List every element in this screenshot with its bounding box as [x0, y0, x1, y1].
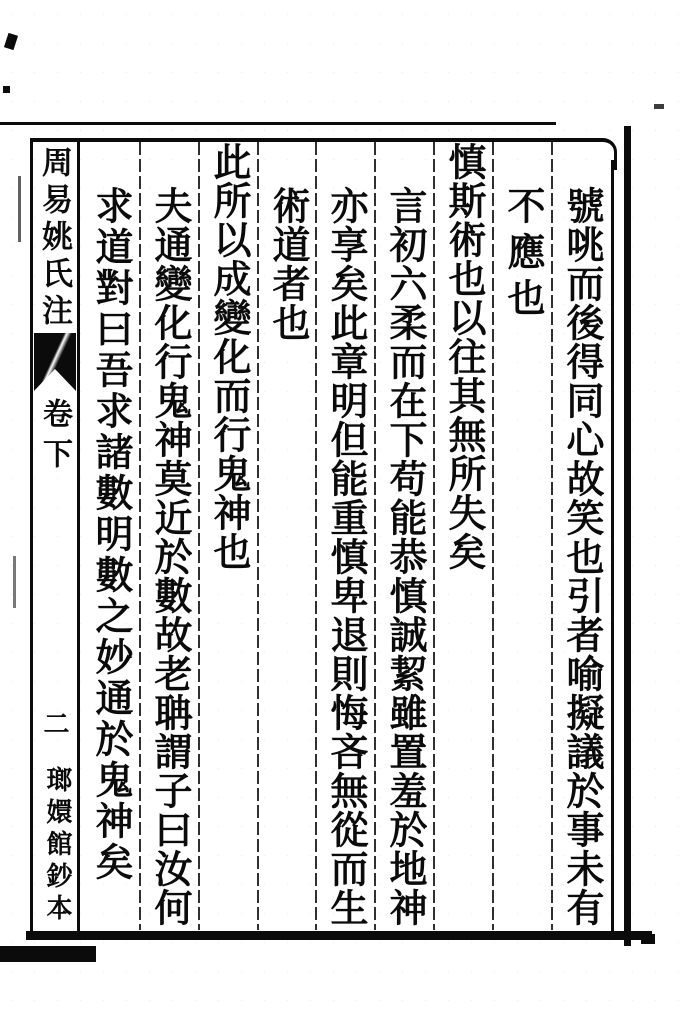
volume-label: 卷下 [38, 398, 71, 478]
text-column-1-commentary: 號咷而後得同心故笑也引者喻擬議於事未有 [560, 186, 602, 927]
text-column-5-commentary: 亦享矣此章明但能重慎卑退則悔吝無從而生 [324, 186, 366, 927]
book-title: 周易姚氏注 [37, 146, 72, 331]
outer-top-border-line [0, 122, 556, 125]
fishtail-ornament-icon [34, 333, 76, 391]
frame-right-inner-border [611, 160, 614, 932]
text-column-4-commentary: 言初六柔而在下苟能恭慎誠絜雖置羞於地神 [383, 186, 425, 927]
text-column-3-main-text: 慎斯術也以往其無所失矣 [442, 142, 484, 571]
text-column-6-commentary: 術道者也 [266, 186, 308, 342]
colophon: 瑯嬛館鈔本 [43, 766, 72, 926]
ink-smudge [13, 556, 16, 608]
ink-smudge [4, 33, 18, 50]
ink-smudge [641, 934, 655, 944]
ink-smudge [3, 86, 10, 93]
text-column-2-commentary: 不應也 [501, 186, 543, 324]
frame-right-outer-border [624, 126, 631, 946]
text-column-8-commentary: 夫通變化行鬼神莫近於數故老聃謂子曰汝何 [148, 186, 190, 927]
text-column-9-commentary: 求道對曰吾求諸數明數之妙通於鬼神矣 [89, 186, 131, 883]
frame-bottom-border [26, 931, 652, 940]
ink-smudge [0, 946, 96, 962]
ink-smudge [654, 104, 664, 109]
text-column-7-main-text: 此所以成變化而行鬼神也 [207, 142, 249, 571]
folio-page-number: 二 [40, 710, 69, 740]
ink-smudge [18, 176, 21, 242]
